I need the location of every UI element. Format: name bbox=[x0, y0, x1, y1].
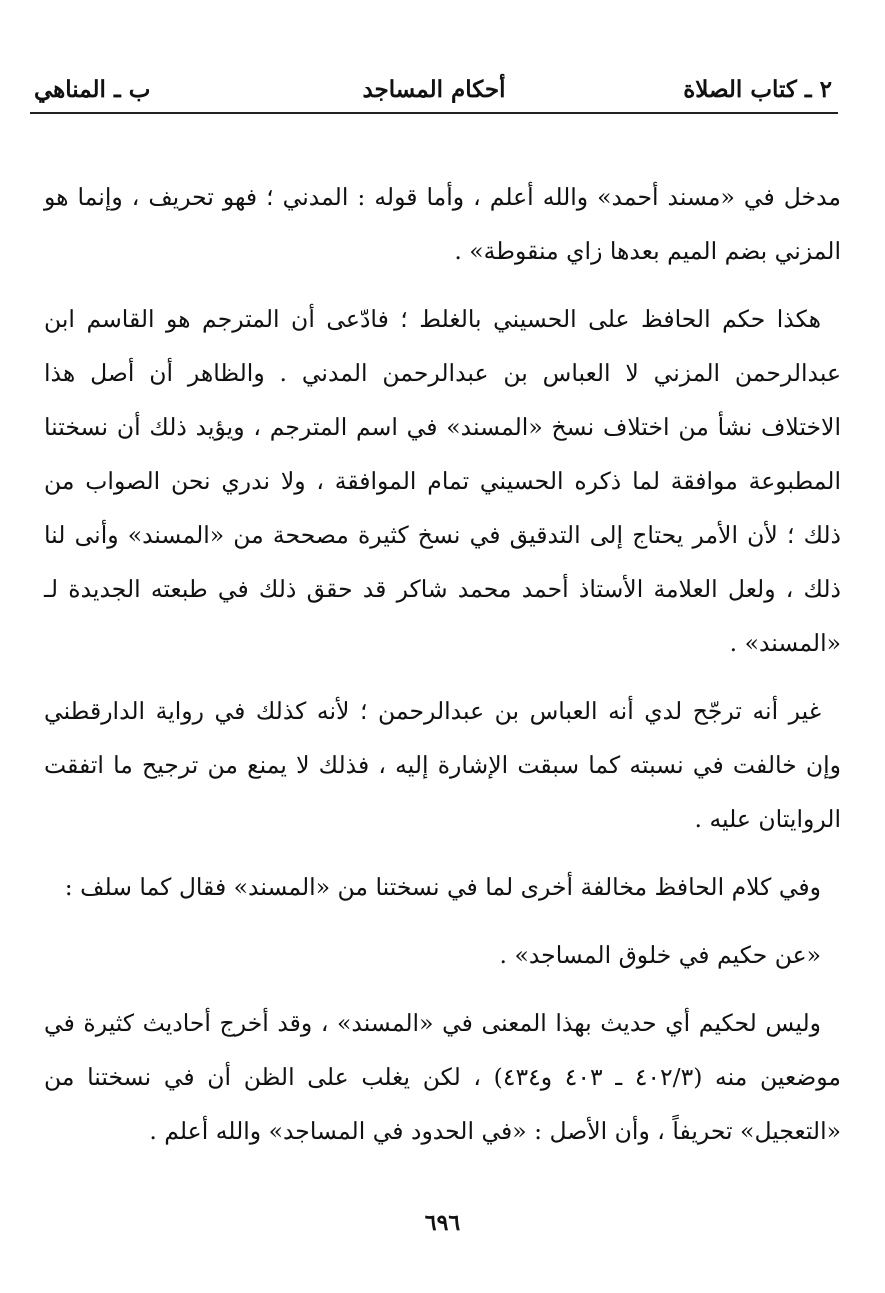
running-header bbox=[30, 72, 838, 116]
header-section-title: أحكام المساجد bbox=[362, 76, 506, 103]
paragraph-2: هكذا حكم الحافظ على الحسيني بالغلط ؛ فادّعى أن المترجم هو القاسم ابن عبدالرحمن المزني لا العباس بن عبدالرحمن المدني . والظاهر أن أصل هذا الاختلاف نشأ من اختلاف نسخ «المسند» في اسم المترجم ، ويؤيد ذلك أن نسختنا المطبوعة موافقة لما ذكره الحسيني تمام الموافقة ، ولا ندري نحن الصواب من ذلك ؛ لأن الأمر يحتاج إلى التدقيق في نسخ كثيرة مصححة من «المسند» وأنى لنا ذلك ، ولعل العلامة الأستاذ أحمد محمد شاكر قد حقق ذلك في طبعته الجديدة لـ «المسند» . bbox=[44, 305, 841, 657]
paragraph-3: غير أنه ترجّح لدي أنه العباس بن عبدالرحمن ؛ لأنه كذلك في رواية الدارقطني وإن خالفت في نسبته كما سبقت الإشارة إليه ، فذلك لا يمنع من ترجيح ما اتفقت الروايتان عليه . bbox=[44, 697, 841, 833]
page-number: ٦٩٦ bbox=[424, 1210, 461, 1236]
paragraph-6: وليس لحكيم أي حديث بهذا المعنى في «المسند» ، وقد أخرج أحاديث كثيرة في موضعين منه (٤٠٢/٣ ـ ٤٠٣ و٤٣٤) ، لكن يغلب على الظن أن في نسختنا من «التعجيل» تحريفاً ، وأن الأصل : «في الحدود في المساجد» والله أعلم . bbox=[44, 1009, 841, 1145]
paragraph-1: مدخل في «مسند أحمد» والله أعلم ، وأما قوله : المدني ؛ فهو تحريف ، وإنما هو المزني بضم الميم بعدها زاي منقوطة» . bbox=[44, 183, 841, 265]
quoted-line: «عن حكيم في خلوق المساجد» . bbox=[499, 941, 821, 969]
header-rule bbox=[30, 112, 838, 114]
paragraph-4: وفي كلام الحافظ مخالفة أخرى لما في نسختنا من «المسند» فقال كما سلف : bbox=[64, 873, 821, 901]
page-body bbox=[44, 170, 841, 1172]
header-subsection: ب ـ المناهي bbox=[34, 76, 151, 103]
header-chapter: ٢ ـ كتاب الصلاة bbox=[683, 76, 832, 103]
